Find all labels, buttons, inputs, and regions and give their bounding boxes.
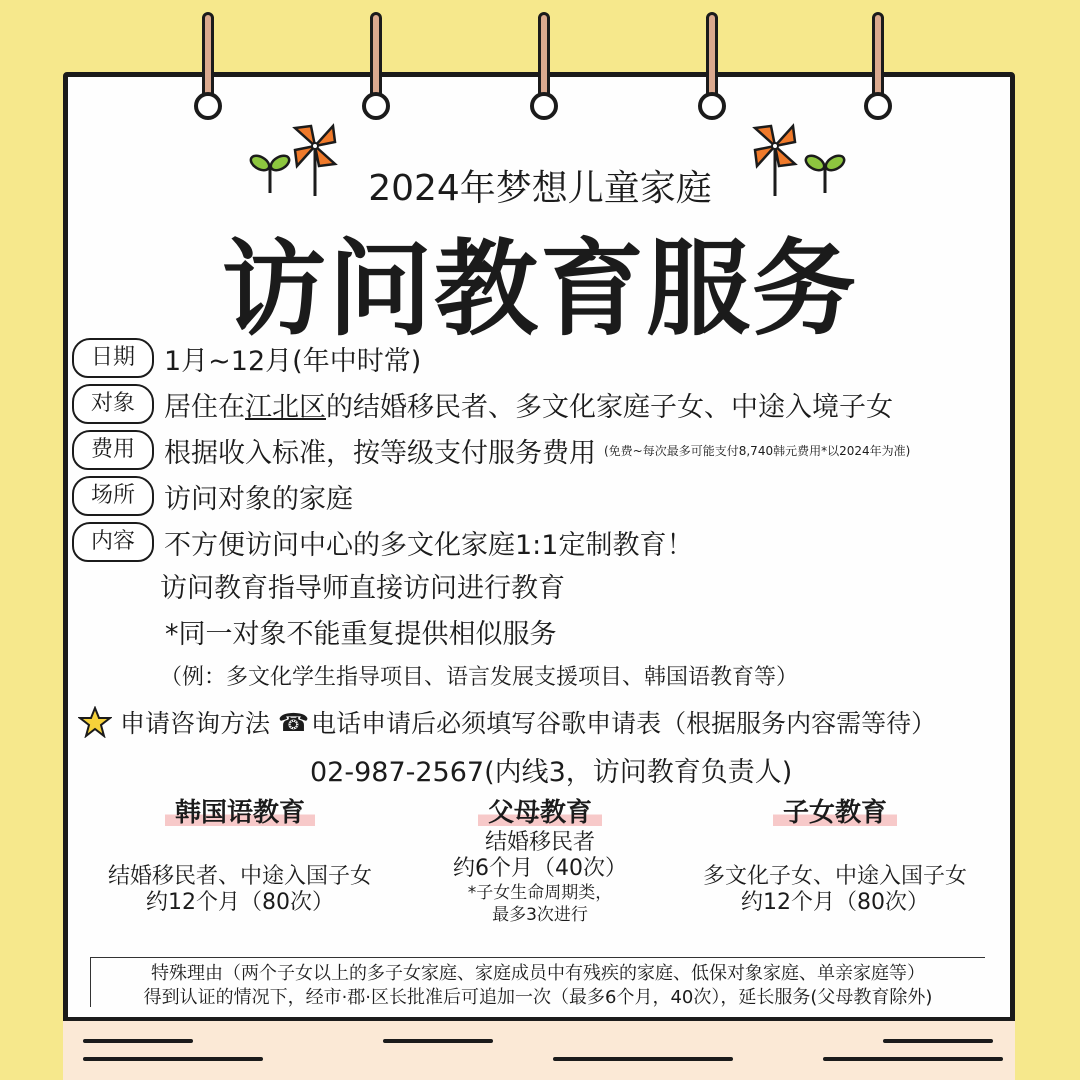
dash-decoration (383, 1039, 493, 1043)
info-row-date (72, 338, 421, 378)
program-korean (80, 800, 400, 916)
date-tag: 日期 (72, 338, 154, 378)
program-line: 最多3次进行 (492, 905, 588, 925)
content-line-1: 不方便访问中心的多文化家庭1:1定制教育！ (164, 529, 694, 561)
dash-decoration (83, 1039, 193, 1043)
content-line-4: （例：多文化学生指导项目、语言发展支援项目、韩国语教育等） (160, 665, 799, 690)
page-title: 访问教育服务 (221, 228, 858, 350)
phone-icon: ☎ (278, 707, 310, 737)
apply-label: 申请咨询方法 (120, 709, 271, 738)
note-line-2: 得到认证的情况下，经市·郡·区长批准后可追加一次（最多6个月，40次），延长服务(父母教育除外) (143, 987, 933, 1008)
date-text: 1月~12月(年中时常) (164, 345, 422, 377)
binder-ring-icon (362, 12, 390, 122)
target-text-pre: 居住在 (164, 391, 245, 423)
apply-phone: 02-987-2567(内线3，访问教育负责人) (310, 757, 793, 788)
program-title: 韩国语教育 (165, 800, 315, 826)
binder-ring-icon (864, 12, 892, 122)
info-row-content (72, 522, 693, 562)
star-icon (78, 706, 112, 738)
content-line-2: 访问教育指导师直接访问进行教育 (160, 573, 565, 604)
program-line: 结婚移民者 (484, 830, 595, 855)
program-line: 约12个月（80次） (146, 890, 334, 915)
program-line: 约6个月（40次） (453, 856, 627, 881)
program-line: 结婚移民者、中途入国子女 (107, 864, 372, 889)
binder-ring-icon (698, 12, 726, 122)
apply-text: 电话申请后必须填写谷歌申请表（根据服务内容需等待） (311, 709, 937, 738)
program-line: *子女生命周期类， (467, 883, 613, 903)
program-title: 子女教育 (773, 800, 897, 826)
fee-text: 根据收入标准，按等级支付服务费用 (164, 437, 596, 469)
note-line-1: 特殊理由（两个子女以上的多子女家庭、家庭成员中有残疾的家庭、低保对象家庭、单亲家庭等） (151, 963, 925, 984)
dash-decoration (883, 1039, 993, 1043)
place-tag: 场所 (72, 476, 154, 516)
dash-decoration (83, 1057, 263, 1061)
program-title: 父母教育 (478, 800, 602, 826)
program-child (675, 800, 995, 916)
content-tag: 内容 (72, 522, 154, 562)
target-place: 江北区 (245, 391, 326, 423)
binder-ring-icon (530, 12, 558, 122)
info-row-fee (72, 430, 910, 470)
info-row-place (72, 476, 353, 516)
dash-decoration (823, 1057, 1003, 1061)
bottom-strip (63, 1017, 1015, 1080)
place-text: 访问对象的家庭 (164, 483, 353, 515)
page-subtitle: 2024年梦想儿童家庭 (368, 168, 712, 209)
program-line: 多文化子女、中途入国子女 (702, 864, 967, 889)
fee-note: (免费~每次最多可能支付8,740韩元费用*以2024年为准) (604, 443, 911, 458)
apply-row (78, 704, 936, 740)
binder-ring-icon (194, 12, 222, 122)
program-line: 约12个月（80次） (741, 890, 929, 915)
fee-tag: 费用 (72, 430, 154, 470)
target-text-post: 的结婚移民者、多文化家庭子女、中途入境子女 (326, 391, 893, 423)
program-parent (395, 800, 685, 926)
dash-decoration (553, 1057, 733, 1061)
target-tag: 对象 (72, 384, 154, 424)
info-row-target (72, 384, 893, 424)
content-line-3: *同一对象不能重复提供相似服务 (165, 619, 557, 650)
special-note (90, 957, 985, 1007)
